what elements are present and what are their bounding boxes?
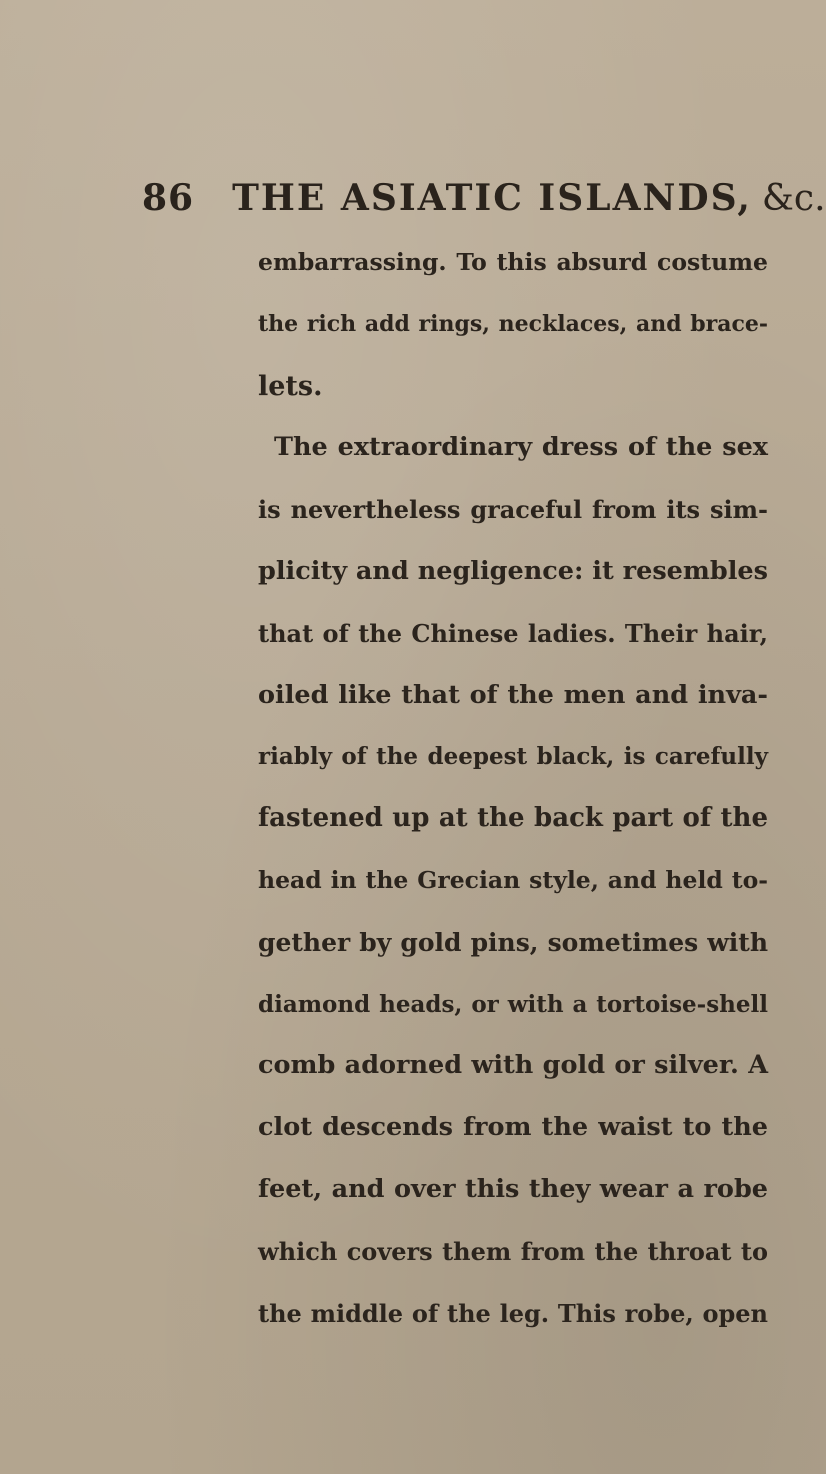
body-text	[258, 232, 768, 1344]
running-head-etc: &c.	[761, 177, 826, 219]
text-line: The extraordinary dress of the sex	[274, 432, 768, 463]
text-line: fastened up at the back part of the	[258, 803, 768, 834]
text-line: diamond heads, or with a tortoise-shell	[258, 990, 768, 1018]
text-line: which covers them from the throat to	[258, 1236, 768, 1266]
running-head	[142, 168, 826, 228]
running-head-title: THE ASIATIC ISLANDS,	[232, 177, 752, 219]
text-line: clot descends from the waist to the	[258, 1112, 768, 1143]
page-number: 86	[142, 177, 195, 219]
text-line: riably of the deepest black, is carefully	[258, 743, 768, 771]
text-line: the middle of the leg. This robe, open	[258, 1298, 768, 1328]
text-line: feet, and over this they wear a robe	[258, 1173, 768, 1204]
text-line: oiled like that of the men and inva-	[258, 679, 768, 710]
text-line: is nevertheless graceful from its sim-	[258, 495, 768, 525]
text-line: the rich add rings, necklaces, and brace-	[258, 310, 768, 337]
text-line: comb adorned with gold or silver. A	[258, 1050, 768, 1081]
text-line: head in the Grecian style, and held to-	[258, 865, 768, 894]
text-line: that of the Chinese ladies. Their hair,	[258, 618, 768, 648]
text-line: embarrassing. To this absurd costume	[258, 248, 768, 276]
text-line: gether by gold pins, sometimes with	[258, 927, 768, 957]
text-line: plicity and negligence: it resembles	[258, 555, 768, 586]
text-line: lets.	[258, 370, 323, 402]
